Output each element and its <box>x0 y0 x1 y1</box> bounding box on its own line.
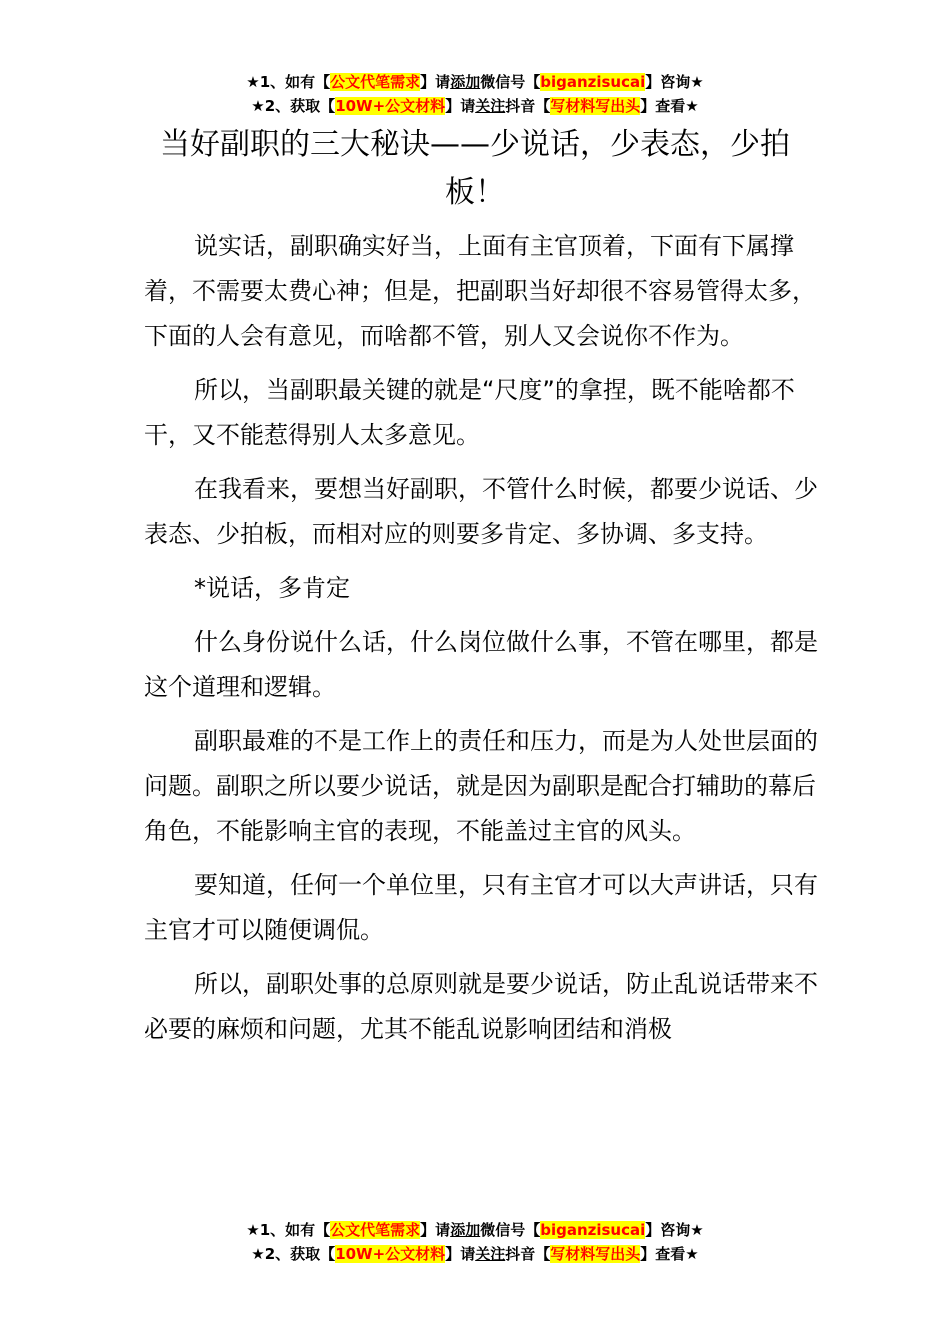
promo-highlight: 10W+公文材料 <box>335 1245 446 1263</box>
promo-text: 】请 <box>420 1221 451 1239</box>
promo-highlight: 公文代笔需求 <box>330 1221 421 1239</box>
paragraph: 所以，当副职最关键的就是“尺度”的拿捏，既不能啥都不干，又不能惹得别人太多意见。 <box>144 376 795 449</box>
promo-text: 抖音【 <box>505 97 551 115</box>
promo-text: ★1、如有【 <box>246 1221 331 1239</box>
promo-emphasis: 添加 <box>450 73 481 91</box>
promo-emphasis: 关注 <box>475 1245 506 1263</box>
promo-text: 】查看★ <box>640 97 699 115</box>
promo-line-1 <box>0 1218 950 1242</box>
promo-text: ★1、如有【 <box>246 73 331 91</box>
promo-text: 】查看★ <box>640 1245 699 1263</box>
promo-line-1 <box>0 70 950 94</box>
promo-text: 抖音【 <box>505 1245 551 1263</box>
promo-text: 】咨询★ <box>645 73 704 91</box>
promo-line-2 <box>0 94 950 118</box>
promo-highlight: biganzisucai <box>540 1221 646 1239</box>
paragraph: 所以，副职处事的总原则就是要少说话，防止乱说话带来不必要的麻烦和问题，尤其不能乱说影响团结和消极 <box>144 970 818 1043</box>
document-title: 当好副职的三大秘诀——少说话，少表态，少拍板！ <box>160 127 790 210</box>
promo-highlight: 写材料写出头 <box>550 1245 641 1263</box>
paragraph: 什么身份说什么话，什么岗位做什么事，不管在哪里，都是这个道理和逻辑。 <box>144 628 818 701</box>
section-heading: *说话，多肯定 <box>194 574 350 602</box>
promo-text: 】咨询★ <box>645 1221 704 1239</box>
document-body <box>144 224 834 1061</box>
promo-banner-bottom <box>0 1218 950 1266</box>
promo-text: ★2、获取【 <box>251 1245 336 1263</box>
promo-text: 微信号【 <box>480 1221 541 1239</box>
promo-banner-top <box>0 70 950 118</box>
promo-highlight: 10W+公文材料 <box>335 97 446 115</box>
promo-highlight: biganzisucai <box>540 73 646 91</box>
promo-text: 微信号【 <box>480 73 541 91</box>
promo-highlight: 写材料写出头 <box>550 97 641 115</box>
paragraph: 要知道，任何一个单位里，只有主官才可以大声讲话，只有主官才可以随便调侃。 <box>144 871 818 944</box>
paragraph: 在我看来，要想当好副职，不管什么时候，都要少说话、少表态、少拍板，而相对应的则要多肯定、多协调、多支持。 <box>144 475 818 548</box>
paragraph: 说实话，副职确实好当，上面有主官顶着，下面有下属撑着，不需要太费心神；但是，把副职当好却很不容易管得太多，下面的人会有意见，而啥都不管，别人又会说你不作为。 <box>144 232 816 350</box>
promo-text: ★2、获取【 <box>251 97 336 115</box>
promo-text: 】请 <box>420 73 451 91</box>
promo-line-2 <box>0 1242 950 1266</box>
promo-highlight: 公文代笔需求 <box>330 73 421 91</box>
promo-text: 】请 <box>445 97 476 115</box>
paragraph: 副职最难的不是工作上的责任和压力，而是为人处世层面的问题。副职之所以要少说话，就是因为副职是配合打辅助的幕后角色，不能影响主官的表现，不能盖过主官的风头。 <box>144 727 818 845</box>
promo-emphasis: 添加 <box>450 1221 481 1239</box>
promo-emphasis: 关注 <box>475 97 506 115</box>
promo-text: 】请 <box>445 1245 476 1263</box>
